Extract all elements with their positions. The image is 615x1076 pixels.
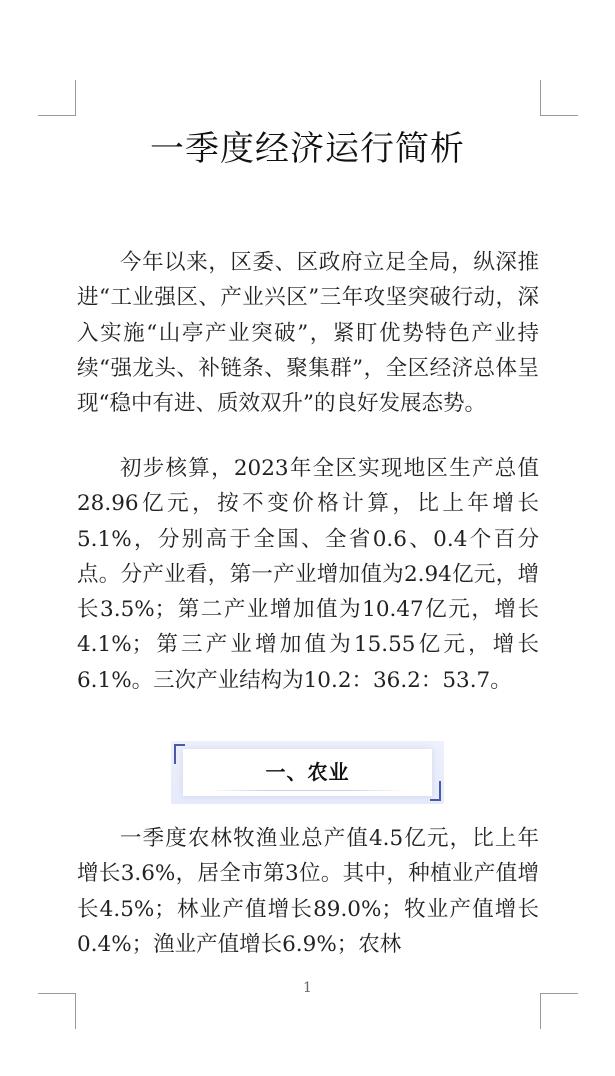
- crop-mark-top-left: [38, 80, 76, 116]
- crop-mark-bottom-left: [38, 993, 76, 1029]
- page-number: 1: [303, 980, 312, 996]
- crop-mark-top-right: [540, 80, 578, 116]
- paragraph-gdp: 初步核算，2023年全区实现地区生产总值28.96亿元，按不变价格计算，比上年增长5.1%，分别高于全国、全省0.6、0.4个百分点。分产业看，第一产业增加值为2.94亿元，增长3.5%；第二产业增加值为10.47亿元，增长4.1%；第三产业增加值为15.55亿元，增长6.1%。三次产业结构为10.2：36.2：53.7。: [77, 456, 539, 693]
- section-heading: 一、农业: [265, 760, 350, 784]
- paragraph-intro: 今年以来，区委、区政府立足全局，纵深推进“工业强区、产业兴区”三年攻坚突破行动，深入实施“山亭产业突破”，紧盯优势特色产业持续“强龙头、补链条、聚集群”，全区经济总体呈现“稳中有进、质效双升”的良好发展态势。: [77, 250, 539, 417]
- section-heading-box: [171, 741, 444, 804]
- paragraph-agriculture: 一季度农林牧渔业总产值4.5亿元，比上年增长3.6%，居全市第3位。其中，种植业产值增长4.5%；林业产值增长89.0%；牧业产值增长0.4%；渔业产值增长6.9%；农林: [77, 826, 539, 957]
- crop-mark-bottom-right: [540, 993, 578, 1029]
- page-title: 一季度经济运行简析: [150, 129, 465, 169]
